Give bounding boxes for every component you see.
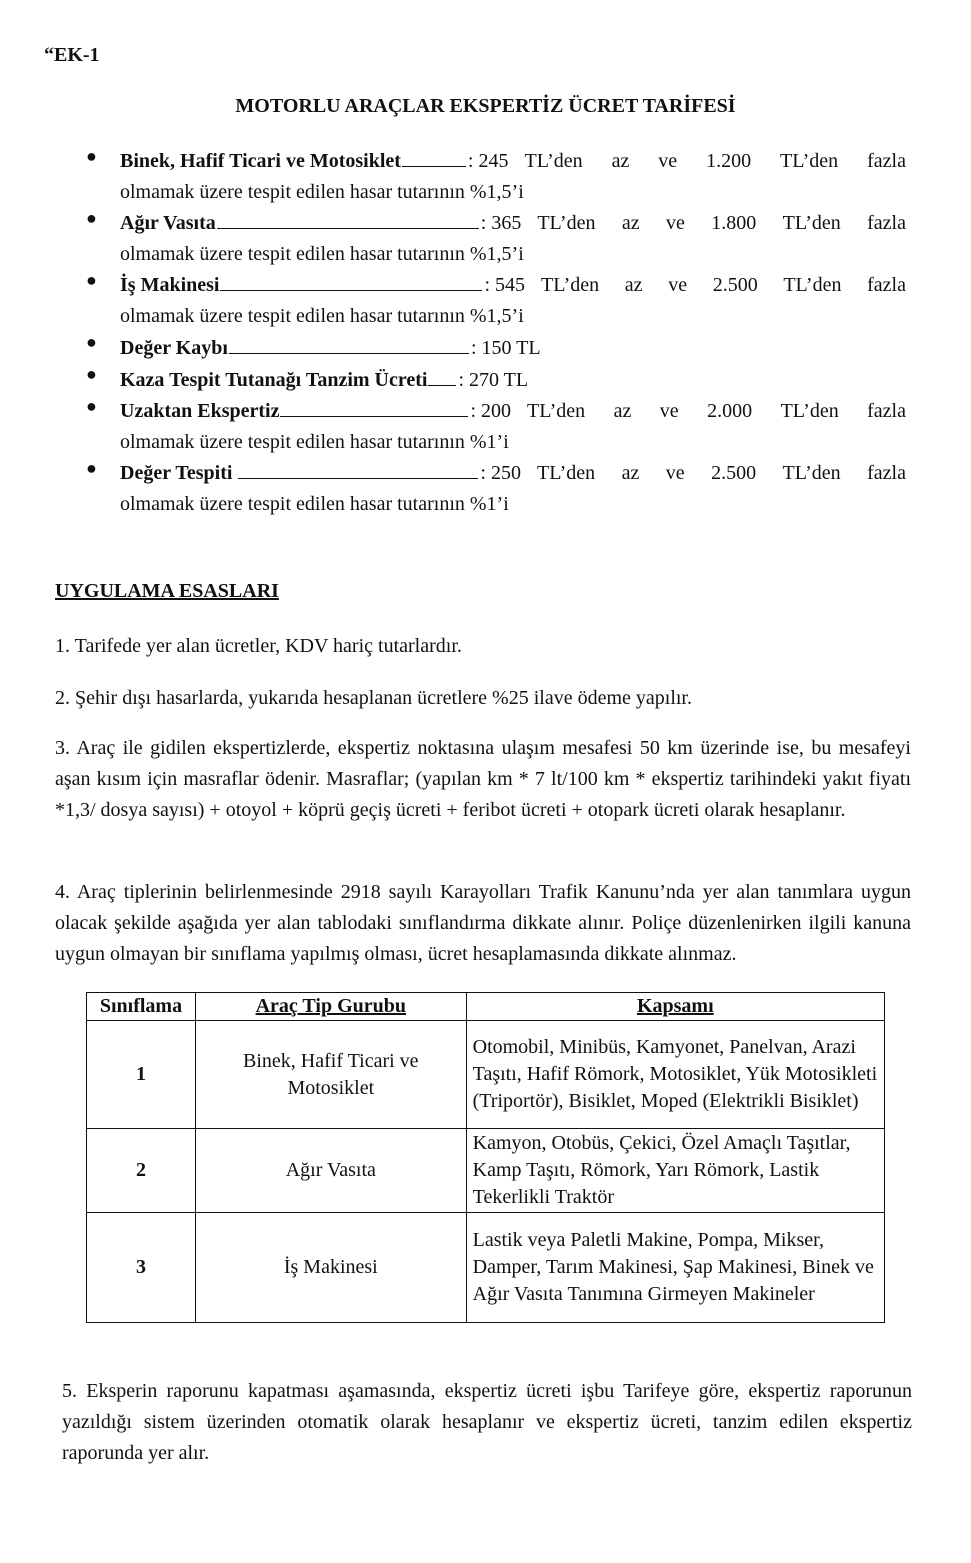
- paragraph-1: 1. Tarifede yer alan ücretler, KDV hariç tutarlardır.: [55, 635, 462, 657]
- fee-name: Uzaktan Ekspertiz: [120, 400, 280, 422]
- fee-range: TL’den az ve 2.500 TL’den fazla: [536, 462, 906, 484]
- annex-label: “EK-1: [44, 44, 100, 66]
- class-cell: 3: [87, 1213, 196, 1323]
- leader-line: [280, 396, 468, 417]
- table-row: [87, 1213, 885, 1323]
- fee-amount: : 270 TL: [458, 369, 529, 391]
- fee-amount: : 150 TL: [470, 337, 541, 359]
- leader-line: [229, 333, 469, 354]
- fee-name: Binek, Hafif Ticari ve Motosiklet: [120, 150, 401, 172]
- bullet-icon: ●: [86, 458, 97, 478]
- fee-note: olmamak üzere tespit edilen hasar tutarının %1,5’i: [120, 243, 524, 265]
- fee-name: Değer Tespiti: [120, 462, 233, 484]
- leader-line: [238, 458, 478, 479]
- class-cell: 2: [87, 1129, 196, 1213]
- fee-item: [86, 396, 906, 458]
- bullet-icon: ●: [86, 396, 97, 416]
- column-header: Kapsamı: [466, 993, 884, 1021]
- leader-line: [217, 208, 479, 229]
- column-header: Sınıflama: [87, 993, 196, 1021]
- group-cell: Binek, Hafif Ticari ve Motosiklet: [195, 1021, 466, 1129]
- fee-name: İş Makinesi: [120, 274, 220, 296]
- fee-item: [86, 332, 906, 364]
- scope-cell: Lastik veya Paletli Makine, Pompa, Mikser, Damper, Tarım Makinesi, Şap Makinesi, Binek ve Ağır Vasıta Tanımına Girmeyen Makineler: [466, 1213, 884, 1323]
- fee-item: [86, 270, 906, 332]
- fee-list: [86, 146, 906, 520]
- table-row: [87, 1021, 885, 1129]
- fee-note: olmamak üzere tespit edilen hasar tutarının %1,5’i: [120, 181, 524, 203]
- fee-amount: : 545: [484, 274, 526, 296]
- paragraph-3: 3. Araç ile gidilen ekspertizlerde, ekspertiz noktasına ulaşım mesafesi 50 km üzerinde ise, bu mesafeyi aşan kısım için masraflar ödenir. Masraflar; (yapılan km * 7 lt/100 km * ekspertiz tarihindeki yakıt fiyatı *1,3/ dosya sayısı) + otoyol + köprü geçiş ücreti + feribot ücreti + otopark ücreti olarak hesaplanır.: [55, 737, 911, 821]
- column-header: Araç Tip Gurubu: [195, 993, 466, 1021]
- group-cell: İş Makinesi: [195, 1213, 466, 1323]
- scope-cell: Otomobil, Minibüs, Kamyonet, Panelvan, Arazi Taşıtı, Hafif Römork, Motosiklet, Yük Motosikleti (Triportör), Bisiklet, Moped (Elektrikli Bisiklet): [466, 1021, 884, 1129]
- fee-amount: : 250: [480, 462, 521, 484]
- group-cell: Ağır Vasıta: [195, 1129, 466, 1213]
- table-header-row: [87, 993, 885, 1021]
- fee-name: Değer Kaybı: [120, 337, 228, 359]
- fee-note: olmamak üzere tespit edilen hasar tutarının %1’i: [120, 493, 509, 515]
- fee-item: [86, 458, 906, 520]
- fee-name: Kaza Tespit Tutanağı Tanzim Ücreti: [120, 369, 428, 391]
- leader-line: [428, 365, 456, 386]
- fee-note: olmamak üzere tespit edilen hasar tutarının %1’i: [120, 431, 509, 453]
- bullet-icon: ●: [86, 208, 97, 228]
- fee-range: TL’den az ve 1.800 TL’den fazla: [537, 212, 906, 234]
- fee-amount: : 365: [480, 212, 522, 234]
- table-row: [87, 1129, 885, 1213]
- fee-item: [86, 208, 906, 270]
- paragraph-4: 4. Araç tiplerinin belirlenmesinde 2918 sayılı Karayolları Trafik Kanunu’nda yer alan tanımlara uygun olacak şekilde aşağıda yer alan tablodaki sınıflandırma dikkate alınır. Poliçe düzenlenirken ilgili kanuna uygun olmayan bir sınıflama yapılmış olması, ücret hesaplamasında dikkate alınmaz.: [55, 881, 911, 965]
- bullet-icon: ●: [86, 270, 97, 290]
- leader-line: [220, 270, 482, 291]
- classification-table: [86, 992, 885, 1323]
- paragraph-2: 2. Şehir dışı hasarlarda, yukarıda hesaplanan ücretlere %25 ilave ödeme yapılır.: [55, 687, 692, 709]
- bullet-icon: ●: [86, 364, 97, 384]
- paragraph-5: 5. Eksperin raporunu kapatması aşamasında, ekspertiz ücreti işbu Tarifeye göre, ekspertiz raporunun yazıldığı sistem üzerinden otomatik olarak hesaplanır ve ekspertiz ücreti, tanzim edilen ekspertiz raporunda yer alır.: [62, 1380, 912, 1464]
- fee-amount: : 200: [470, 400, 512, 422]
- bullet-icon: ●: [86, 332, 97, 352]
- document-title: MOTORLU ARAÇLAR EKSPERTİZ ÜCRET TARİFESİ: [235, 95, 736, 117]
- fee-range: TL’den az ve 2.500 TL’den fazla: [541, 274, 906, 296]
- fee-name: Ağır Vasıta: [120, 212, 216, 234]
- fee-range: TL’den az ve 1.200 TL’den fazla: [524, 150, 906, 172]
- fee-amount: : 245: [467, 150, 509, 172]
- section-title: UYGULAMA ESASLARI: [55, 580, 279, 602]
- fee-range: TL’den az ve 2.000 TL’den fazla: [527, 400, 906, 422]
- fee-note: olmamak üzere tespit edilen hasar tutarının %1,5’i: [120, 305, 524, 327]
- scope-cell: Kamyon, Otobüs, Çekici, Özel Amaçlı Taşıtlar, Kamp Taşıtı, Römork, Yarı Römork, Lastik Tekerlikli Traktör: [466, 1129, 884, 1213]
- class-cell: 1: [87, 1021, 196, 1129]
- leader-line: [402, 146, 466, 167]
- fee-item: [86, 364, 906, 396]
- fee-item: [86, 146, 906, 208]
- bullet-icon: ●: [86, 146, 97, 166]
